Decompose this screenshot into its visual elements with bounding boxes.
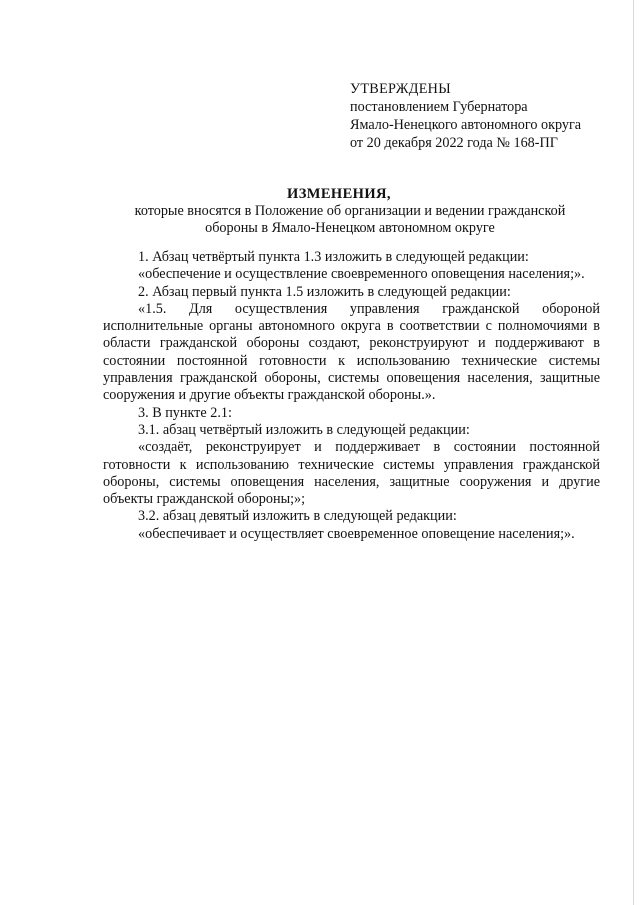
- paragraph-8: 3.2. абзац девятый изложить в следующей редакции:: [138, 508, 457, 525]
- paragraph-3: 2. Абзац первый пункта 1.5 изложить в следующей редакции:: [138, 283, 511, 300]
- approval-line-1: постановлением Губернатора: [350, 99, 528, 115]
- document-body: [103, 249, 600, 543]
- paragraph-9: «обеспечивает и осуществляет своевременное оповещение населения;».: [138, 525, 575, 542]
- approval-line-3: от 20 декабря 2022 года № 168-ПГ: [350, 135, 558, 151]
- subtitle-line-1: которые вносятся в Положение об организации и ведении гражданской: [134, 203, 566, 219]
- document-title: ИЗМЕНЕНИЯ,: [287, 186, 391, 202]
- paragraph-1: 1. Абзац четвёртый пункта 1.3 изложить в следующей редакции:: [138, 249, 529, 265]
- paragraph-7: «создаёт, реконструирует и поддерживает в состоянии постоянной готовности к использованию технические системы управления гражданской обороны, системы оповещения населения, защитные сооружения и другие объекты гражданской обороны;»;: [103, 439, 600, 508]
- document-subtitle: [60, 203, 640, 237]
- scan-edge-line: [633, 0, 634, 905]
- approval-line-2: Ямало-Ненецкого автономного округа: [350, 117, 582, 133]
- paragraph-4: «1.5. Для осуществления управления гражданской обороной исполнительные органы автономного округа в соответствии с полномочиями в области гражданской обороны создают, реконструируют и поддерживают в состоянии постоянной готовности к использованию технические системы управления гражданской обороны, системы оповещения населения, защитные сооружения и другие объекты гражданской обороны.».: [103, 300, 600, 404]
- paragraph-5: 3. В пункте 2.1:: [138, 404, 232, 421]
- approval-block: [350, 80, 630, 152]
- paragraph-2: «обеспечение и осуществление своевременного оповещения населения;».: [138, 266, 585, 283]
- subtitle-line-2: обороны в Ямало-Ненецком автономном округе: [205, 220, 495, 236]
- paragraph-6: 3.1. абзац четвёртый изложить в следующей редакции:: [138, 421, 470, 438]
- approval-heading: УТВЕРЖДЕНЫ: [350, 81, 451, 97]
